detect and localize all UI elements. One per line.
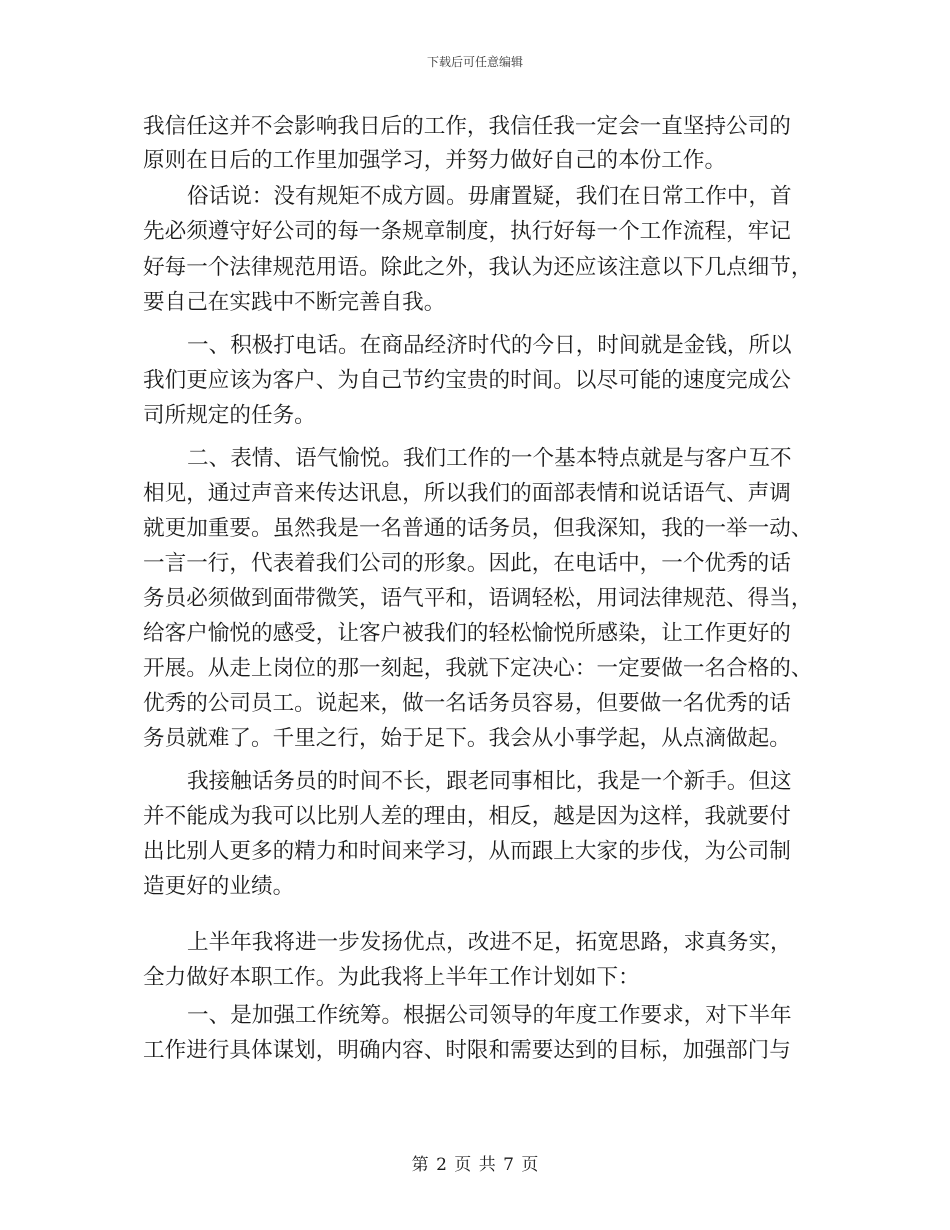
body-line: 全力做好本职工作。为此我将上半年工作计划如下： [143, 965, 640, 990]
page-number-footer: 第 2 页 共 7 页 [411, 1155, 539, 1175]
body-line: 原则在日后的工作里加强学习，并努力做好自己的本份工作。 [143, 148, 727, 173]
paragraph-first-line: 上半年我将进一步发扬优点，改进不足，拓宽思路，求真务实， [187, 930, 792, 955]
body-line: 优秀的公司员工。说起来，做一名话务员容易，但要做一名优秀的话 [143, 691, 791, 716]
body-line: 务员就难了。千里之行，始于足下。我会从小事学起，从点滴做起。 [143, 726, 791, 751]
paragraph-first-line: 二、表情、语气愉悦。我们工作的一个基本特点就是与客户互不 [187, 446, 792, 471]
body-line: 工作进行具体谋划，明确内容、时限和需要达到的目标，加强部门与 [143, 1038, 791, 1063]
body-line: 先必须遵守好公司的每一条规章制度，执行好每一个工作流程，牢记 [143, 219, 791, 244]
body-line: 相见，通过声音来传达讯息，所以我们的面部表情和说话语气、声调 [143, 481, 791, 506]
body-line: 我信任这并不会影响我日后的工作，我信任我一定会一直坚持公司的 [143, 114, 791, 139]
body-line: 好每一个法律规范用语。除此之外，我认为还应该注意以下几点细节， [143, 255, 813, 280]
body-line: 司所规定的任务。 [143, 403, 316, 428]
paragraph-first-line: 一、是加强工作统筹。根据公司领导的年度工作要求，对下半年 [187, 1003, 792, 1028]
body-line: 并不能成为我可以比别人差的理由，相反，越是因为这样，我就要付 [143, 804, 791, 829]
body-line: 开展。从走上岗位的那一刻起，我就下定决心：一定要做一名合格的、 [143, 656, 813, 681]
body-line: 造更好的业绩。 [143, 874, 295, 899]
body-line: 给客户愉悦的感受，让客户被我们的轻松愉悦所感染，让工作更好的 [143, 621, 791, 646]
body-line: 一言一行，代表着我们公司的形象。因此，在电话中，一个优秀的话 [143, 551, 791, 576]
body-line: 我们更应该为客户、为自己节约宝贵的时间。以尽可能的速度完成公 [143, 368, 791, 393]
paragraph-first-line: 一、积极打电话。在商品经济时代的今日，时间就是金钱，所以 [187, 333, 792, 358]
body-line: 出比别人更多的精力和时间来学习，从而跟上大家的步伐，为公司制 [143, 839, 791, 864]
paragraph-first-line: 俗话说：没有规矩不成方圆。毋庸置疑，我们在日常工作中，首 [187, 184, 792, 209]
body-line: 就更加重要。虽然我是一名普通的话务员，但我深知，我的一举一动、 [143, 516, 813, 541]
body-line: 要自己在实践中不断完善自我。 [143, 290, 446, 315]
body-line: 务员必须做到面带微笑，语气平和，语调轻松，用词法律规范、得当， [143, 586, 813, 611]
page-header-note: 下载后可任意编辑 [426, 55, 523, 69]
paragraph-first-line: 我接触话务员的时间不长，跟老同事相比，我是一个新手。但这 [187, 769, 792, 794]
